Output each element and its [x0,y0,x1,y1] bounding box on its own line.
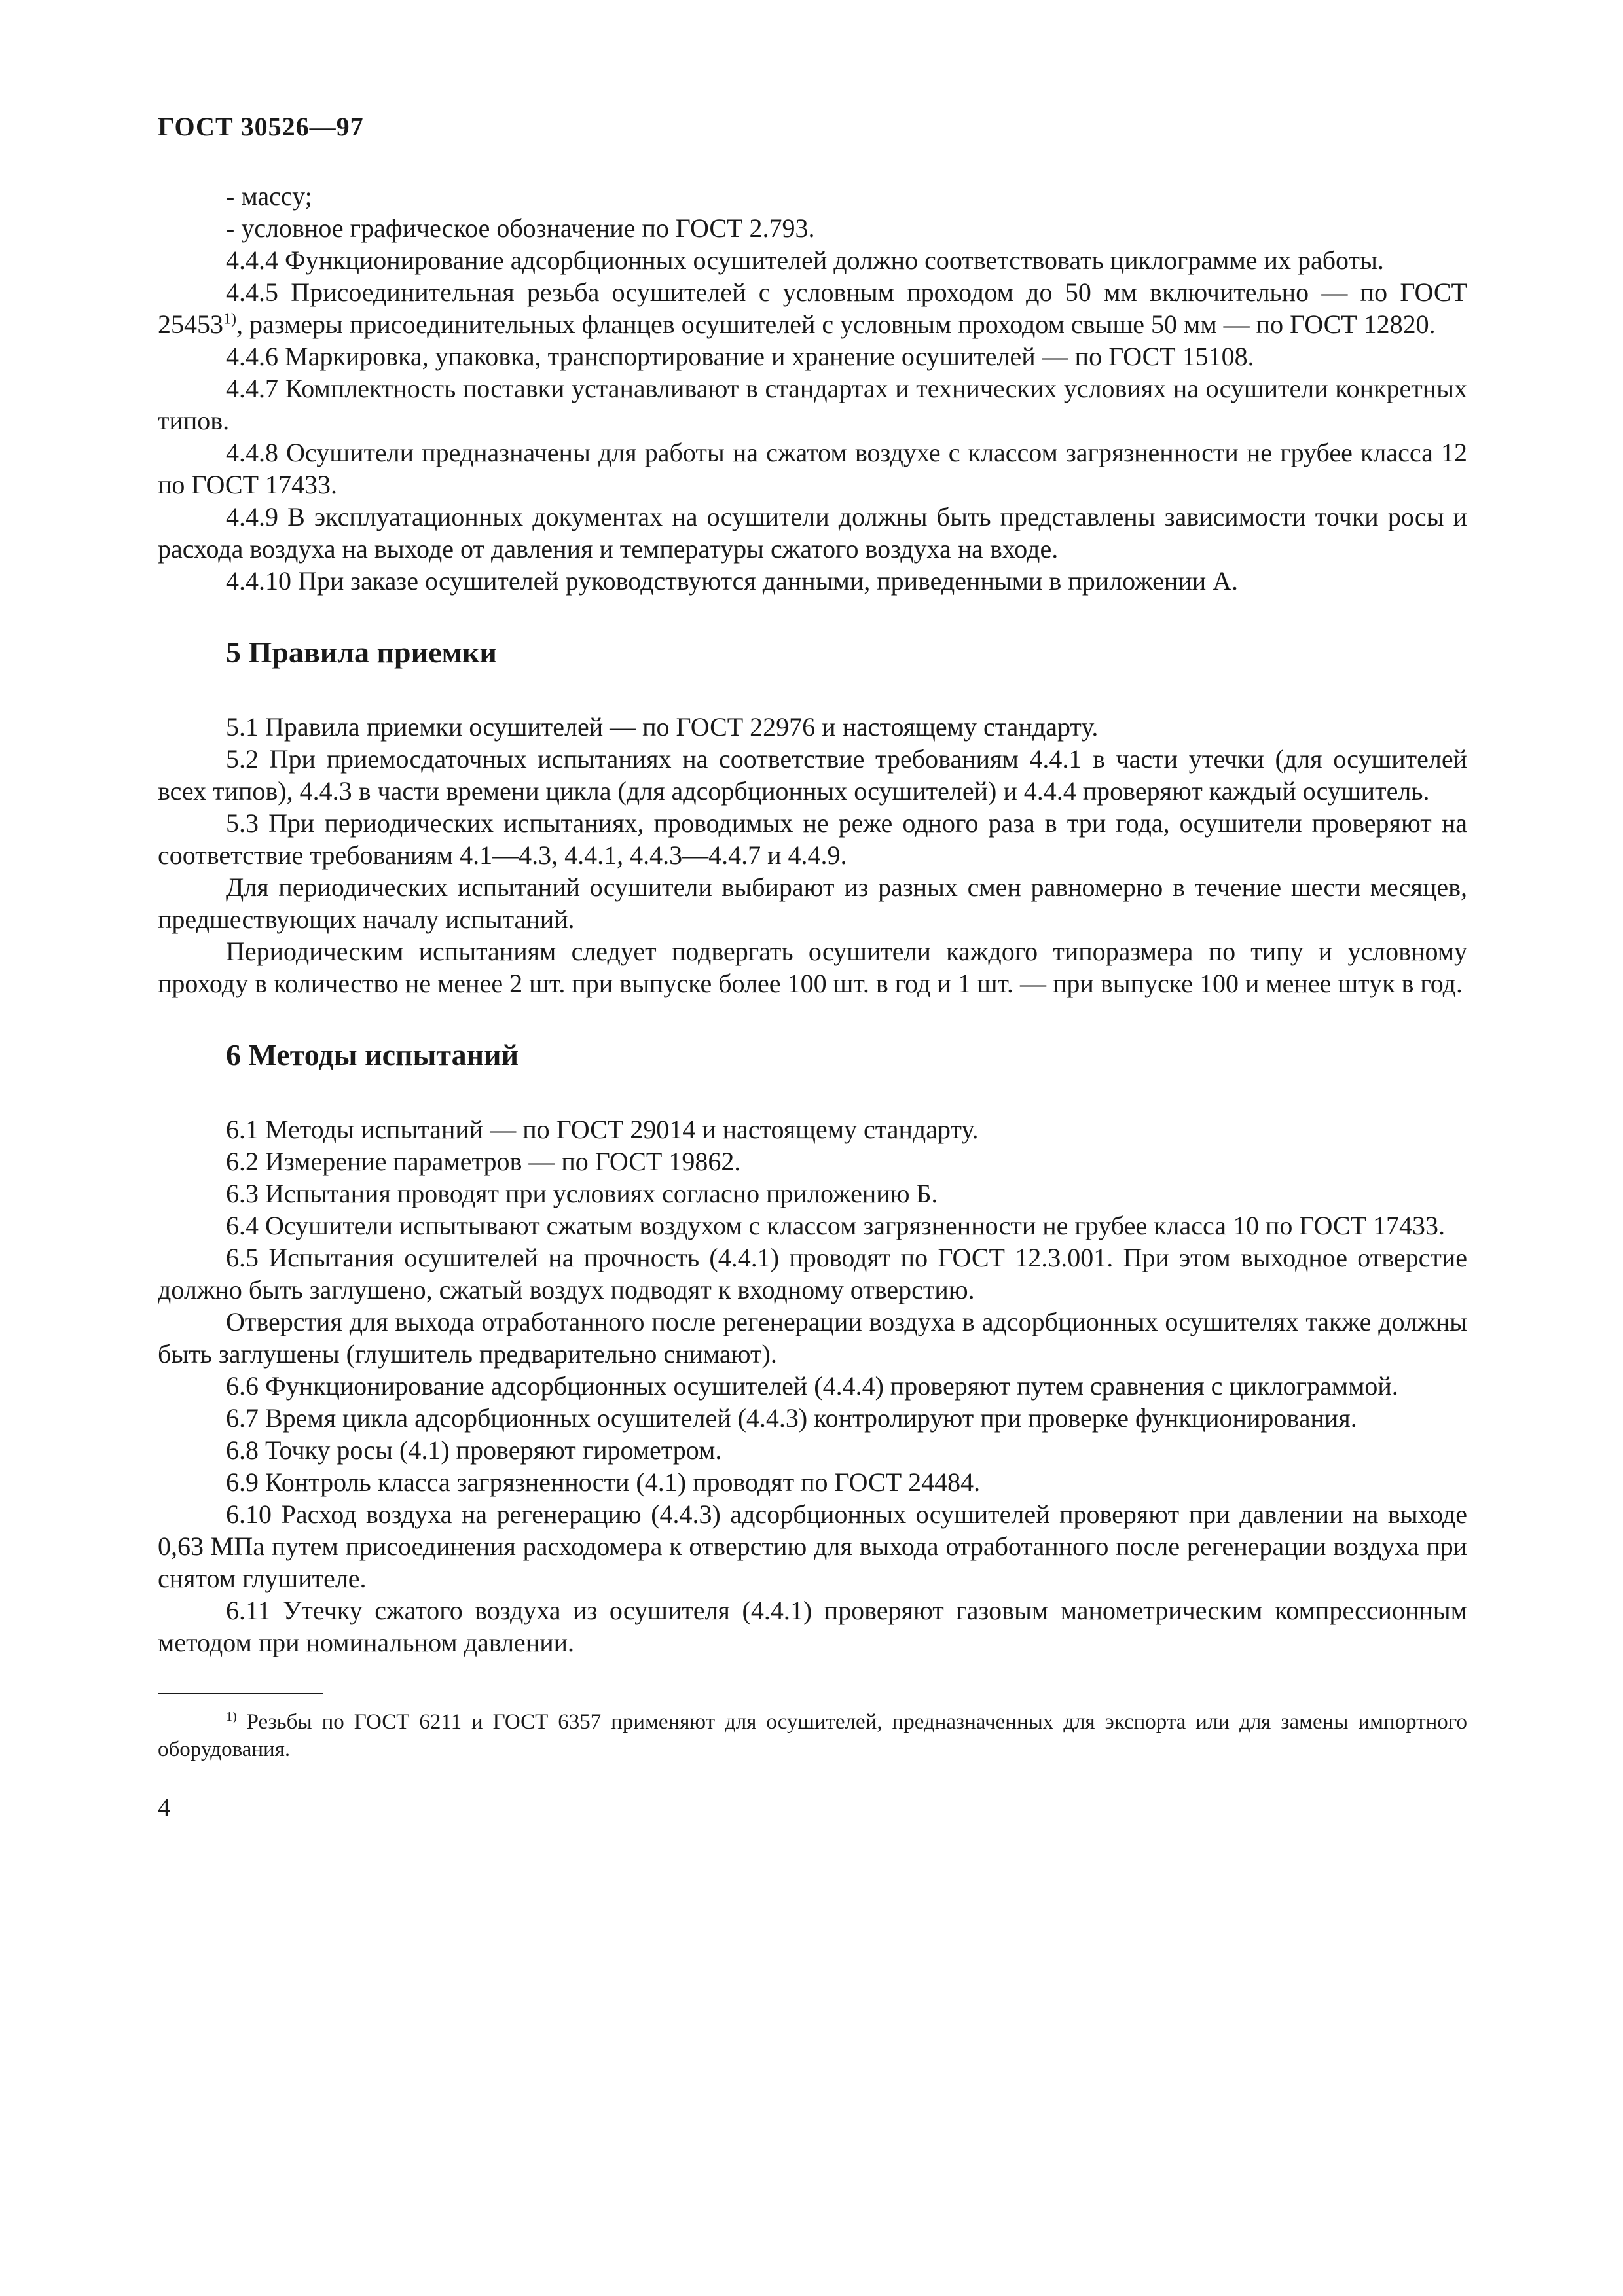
paragraph-4-4-7: 4.4.7 Комплектность поставки устанавливают в стандартах и технических условиях на осушители конкретных типов. [158,374,1467,435]
paragraph-5-1: 5.1 Правила приемки осушителей — по ГОСТ 22976 и настоящему стандарту. [226,712,1099,742]
section-5-title: 5 Правила приемки [226,636,497,669]
paragraph-6-2: 6.2 Измерение параметров — по ГОСТ 19862. [226,1147,741,1176]
paragraph-6-4: 6.4 Осушители испытывают сжатым воздухом с классом загрязненности не грубее класса 10 по ГОСТ 17433. [226,1211,1446,1240]
paragraph-6-3: 6.3 Испытания проводят при условиях согласно приложению Б. [226,1179,938,1208]
document-page [158,111,1467,1822]
paragraph-4-4-8: 4.4.8 Осушители предназначены для работы на сжатом воздухе с классом загрязненности не грубее класса 12 по ГОСТ 17433. [158,438,1467,499]
paragraph-4-4-5 [158,276,1467,340]
paragraph-5-3: 5.3 При периодических испытаниях, проводимых не реже одного раза в три года, осушители проверяют на соответствие требованиям 4.1—4.3, 4.4.1, 4.4.3—4.4.7 и 4.4.9. [158,808,1467,870]
list-item: - массу; [226,181,312,211]
paragraph-5-2: 5.2 При приемосдаточных испытаниях на соответствие требованиям 4.4.1 в части утечки (для осушителей всех типов), 4.4.3 в части времени цикла (для адсорбционных осушителей) и 4.4.4 проверяют каждый осушитель. [158,744,1467,806]
paragraph-4-4-4: 4.4.4 Функционирование адсорбционных осушителей должно соответствовать циклограмме их работы. [226,245,1384,275]
paragraph-6-9: 6.9 Контроль класса загрязненности (4.1) проводят по ГОСТ 24484. [226,1467,981,1497]
paragraph-6-1: 6.1 Методы испытаний — по ГОСТ 29014 и настоящему стандарту. [226,1115,979,1144]
paragraph-6-6: 6.6 Функционирование адсорбционных осушителей (4.4.4) проверяют путем сравнения с циклограммой. [226,1371,1398,1401]
paragraph-4-4-10: 4.4.10 При заказе осушителей руководствуются данными, приведенными в приложении А. [226,566,1239,596]
footnote [158,1708,1467,1763]
footnote-divider [158,1693,323,1694]
paragraph: Отверстия для выхода отработанного после регенерации воздуха в адсорбционных осушителях также должны быть заглушены (глушитель предварительно снимают). [158,1307,1467,1369]
page-number: 4 [158,1794,170,1821]
list-item: - условное графическое обозначение по ГОСТ 2.793. [226,213,815,243]
section-6-title: 6 Методы испытаний [226,1038,519,1071]
footnote-mark: 1) [226,1710,237,1724]
paragraph: Для периодических испытаний осушители выбирают из разных смен равномерно в течение шести месяцев, предшествующих началу испытаний. [158,872,1467,934]
footnote-reference: 1) [223,310,236,328]
document-header: ГОСТ 30526—97 [158,112,364,141]
paragraph-4-4-9: 4.4.9 В эксплуатационных документах на осушители должны быть представлены зависимости точки росы и расхода воздуха на выходе от давления и температуры сжатого воздуха на входе. [158,502,1467,564]
footnote-text [158,1708,1467,1763]
paragraph-text-tail: , размеры присоединительных фланцев осушителей с условным проходом свыше 50 мм — по ГОСТ 12820. [236,310,1436,339]
paragraph-text: 4.4.5 Присоединительная резьба осушителей с условным проходом до 50 мм включительно — по ГОСТ 25453 [158,278,1467,339]
footnote-body: Резьбы по ГОСТ 6211 и ГОСТ 6357 применяют для осушителей, предназначенных для экспорта или для замены импортного оборудования. [158,1710,1467,1761]
paragraph-6-10: 6.10 Расход воздуха на регенерацию (4.4.3) адсорбционных осушителей проверяют при давлении на выходе 0,63 МПа путем присоединения расходомера к отверстию для выхода отработанного после регенерации воздуха при снятом глушителе. [158,1499,1467,1593]
paragraph-6-8: 6.8 Точку росы (4.1) проверяют гирометром. [226,1435,722,1465]
paragraph-6-7: 6.7 Время цикла адсорбционных осушителей (4.4.3) контролируют при проверке функционирования. [226,1403,1357,1433]
paragraph: Периодическим испытаниям следует подвергать осушители каждого типоразмера по типу и условному проходу в количество не менее 2 шт. при выпуске более 100 шт. в год и 1 шт. — при выпуске 100 и менее штук в год. [158,937,1467,998]
paragraph-6-11: 6.11 Утечку сжатого воздуха из осушителя (4.4.1) проверяют газовым манометрическим компрессионным методом при номинальном давлении. [158,1596,1467,1657]
paragraph-4-4-6: 4.4.6 Маркировка, упаковка, транспортирование и хранение осушителей — по ГОСТ 15108. [226,342,1254,371]
paragraph-6-5: 6.5 Испытания осушителей на прочность (4.4.1) проводят по ГОСТ 12.3.001. При этом выходное отверстие должно быть заглушено, сжатый воздух подводят к входному отверстию. [158,1243,1467,1304]
